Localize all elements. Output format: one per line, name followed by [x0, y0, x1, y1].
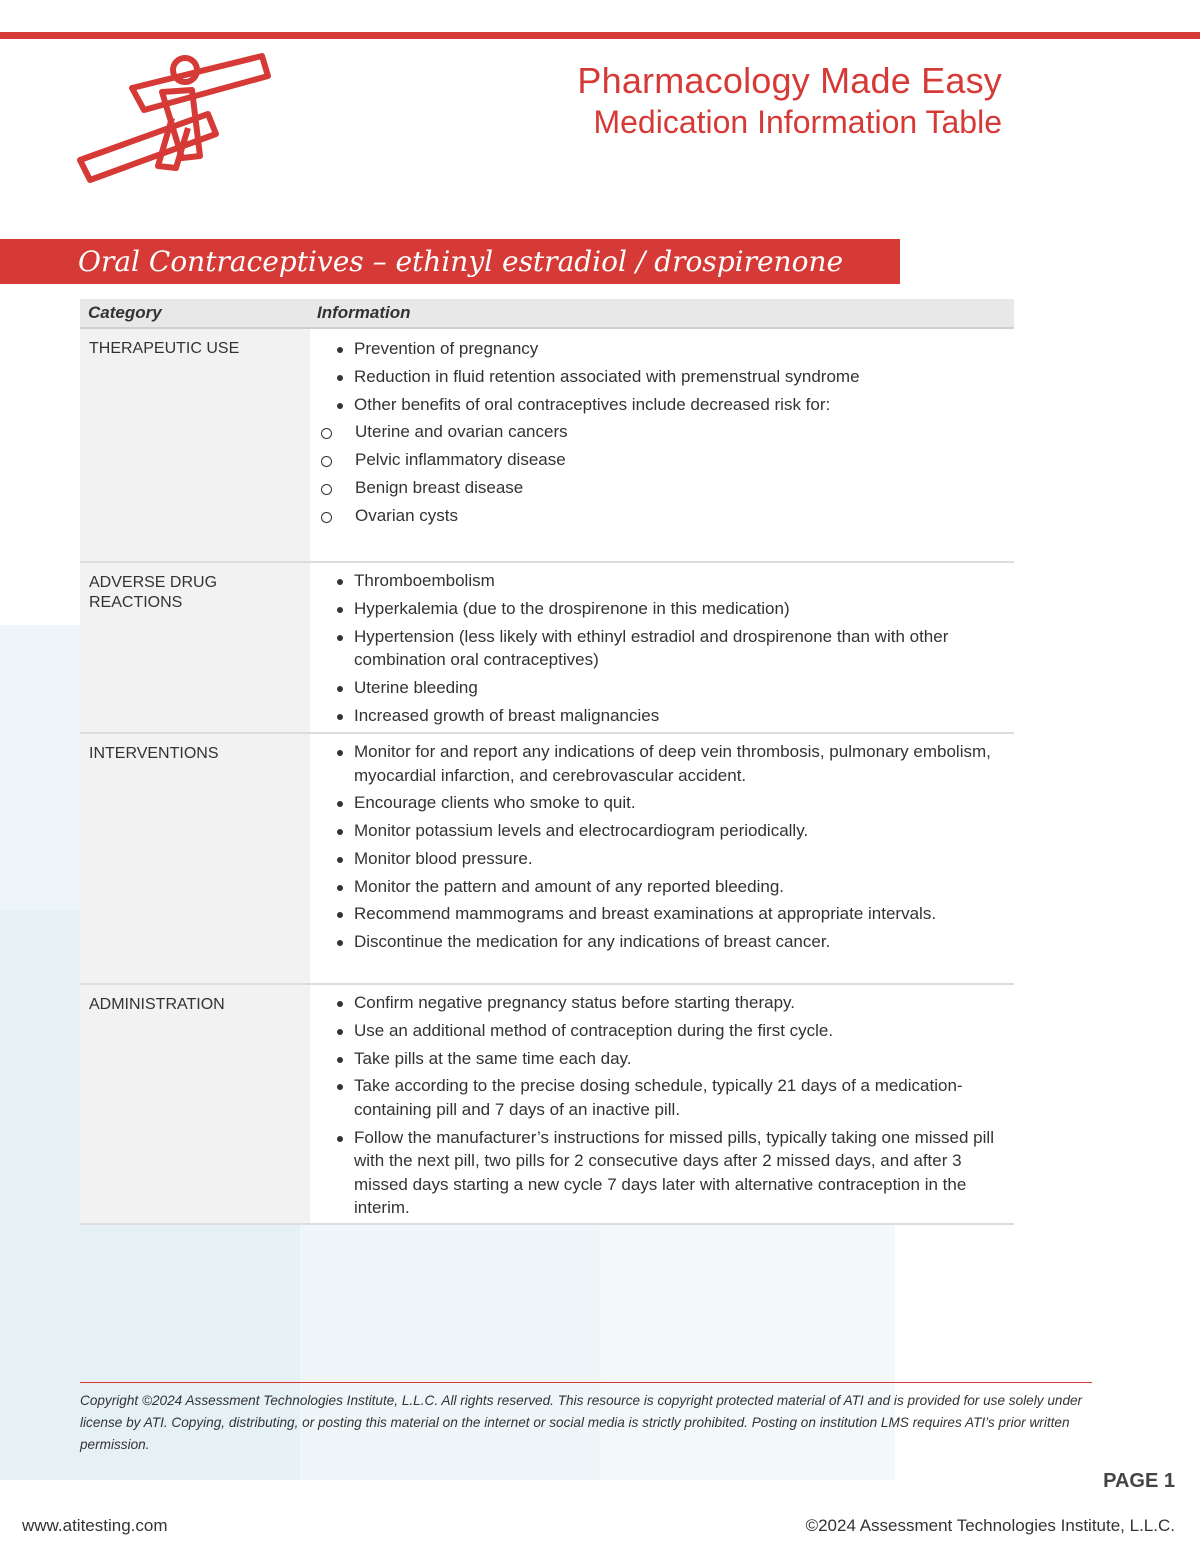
information-cell [310, 734, 1014, 983]
category-cell: THERAPEUTIC USE [80, 329, 310, 561]
table-row-administration [80, 985, 1014, 1225]
table-row-therapeutic-use [80, 329, 1014, 563]
company-copyright: ©2024 Assessment Technologies Institute, L.L.C. [805, 1516, 1175, 1535]
list-item: Monitor for and report any indications of deep vein thrombosis, pulmonary embolism, myocardial infarction, and cerebrovascular accident. [332, 740, 1002, 787]
column-header-category: Category [88, 303, 162, 322]
sub-list-item: Pelvic inflammatory disease [316, 448, 986, 472]
medication-table [80, 299, 1014, 1225]
list-item: Follow the manufacturer’s instructions for missed pills, typically taking one missed pill with the next pill, two pills for 2 consecutive days after 2 missed days, and after 3 missed days starting a new cycle 7 days later with alternative contraception in the interim. [332, 1126, 1002, 1220]
table-row-adverse-drug-reactions [80, 563, 1014, 734]
drug-title-banner: Oral Contraceptives – ethinyl estradiol / drospirenone [0, 239, 900, 284]
list-item: Take according to the precise dosing schedule, typically 21 days of a medication-containing pill and 7 days of an inactive pill. [332, 1074, 1002, 1121]
list-item: Recommend mammograms and breast examinations at appropriate intervals. [332, 902, 1002, 926]
copyright-notice: Copyright ©2024 Assessment Technologies Institute, L.L.C. All rights reserved. This resource is copyright protected material of ATI and is provided for use solely under license by ATI. Copying, distributing, or posting this material on the internet or social media is strictly prohibited. Posting on institution LMS requires ATI’s prior written permission. [80, 1393, 1083, 1452]
sub-list-item: Uterine and ovarian cancers [316, 420, 986, 444]
category-cell: INTERVENTIONS [80, 734, 310, 983]
list-item: Hyperkalemia (due to the drospirenone in this medication) [332, 597, 1002, 621]
website-link[interactable]: www.atitesting.com [22, 1516, 168, 1535]
table-row-interventions [80, 734, 1014, 985]
list-item: Encourage clients who smoke to quit. [332, 791, 1002, 815]
list-item: Hypertension (less likely with ethinyl estradiol and drospirenone than with other combination oral contraceptives) [332, 625, 1002, 672]
document-title: Pharmacology Made Easy [577, 60, 1002, 101]
list-item: Use an additional method of contraception during the first cycle. [332, 1019, 1002, 1043]
ati-person-logo-icon [72, 48, 272, 188]
information-cell [310, 563, 1014, 732]
top-accent-bar [0, 32, 1200, 39]
document-title-block [577, 60, 1002, 142]
list-item: Thromboembolism [332, 569, 1002, 593]
list-item: Prevention of pregnancy [332, 337, 1002, 361]
table-header [80, 299, 1014, 329]
category-cell: ADMINISTRATION [80, 985, 310, 1223]
sub-list-item: Benign breast disease [316, 476, 986, 500]
page-number: PAGE 1 [1103, 1470, 1175, 1492]
list-item: Reduction in fluid retention associated with premenstrual syndrome [332, 365, 1002, 389]
list-item: Monitor the pattern and amount of any reported bleeding. [332, 875, 1002, 899]
list-item: Other benefits of oral contraceptives include decreased risk for: [332, 393, 1002, 417]
information-cell [310, 329, 1014, 561]
list-item: Take pills at the same time each day. [332, 1047, 1002, 1071]
list-item: Discontinue the medication for any indications of breast cancer. [332, 930, 1002, 954]
sub-list-item: Ovarian cysts [316, 504, 986, 528]
category-cell: ADVERSE DRUG REACTIONS [80, 563, 310, 732]
document-subtitle: Medication Information Table [593, 104, 1002, 140]
list-item: Monitor potassium levels and electrocardiogram periodically. [332, 819, 1002, 843]
footer-divider [80, 1382, 1092, 1383]
list-item: Uterine bleeding [332, 676, 1002, 700]
list-item: Monitor blood pressure. [332, 847, 1002, 871]
column-header-information: Information [317, 303, 411, 322]
list-item: Increased growth of breast malignancies [332, 704, 1002, 728]
information-cell [310, 985, 1014, 1223]
list-item: Confirm negative pregnancy status before starting therapy. [332, 991, 1002, 1015]
